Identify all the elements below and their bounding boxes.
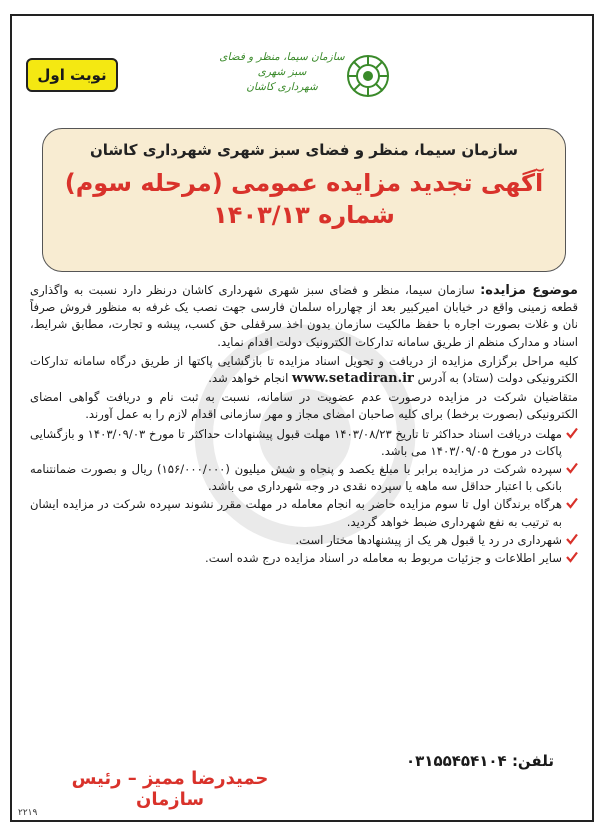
clause-text: شهرداری در رد یا قبول هر یک از پیشنهادها مختار است.	[295, 532, 562, 547]
clause-text: هرگاه برندگان اول تا سوم مزایده حاضر به انجام معامله در مهلت مقرر نشوند سپرده شرکت در مزایده ایشان به ترتیب به نفع شهرداری ضبط خواهد گردید.	[30, 497, 562, 529]
list-item	[30, 461, 578, 495]
red-checkmark-icon	[566, 533, 578, 545]
subject-paragraph	[30, 282, 578, 351]
clause-text: سپرده شرکت در مزایده برابر با مبلغ یکصد و پنجاه و شش میلیون (۱۵۶/۰۰۰/۰۰۰) ریال و بصورت ضمانتنامه بانکی با اعتبار حداقل سه ماهه یا سپرده نقدی در وجه شهرداری می باشد.	[30, 462, 562, 494]
logo-caption-line: شهرداری کاشان	[246, 81, 318, 93]
logo-caption-line: سازمان سیما، منظر و فضای سبز شهری	[219, 51, 345, 78]
phone-line	[290, 752, 554, 770]
signature: حمیدرضا ممیز – رئیس سازمان	[71, 768, 269, 810]
organization-name: سازمان سیما، منظر و فضای سبز شهری شهرداری کاشان	[89, 141, 519, 159]
red-checkmark-icon	[566, 497, 578, 509]
notice-body	[30, 282, 578, 568]
clause-text: مهلت دریافت اسناد حداکثر تا تاریخ ۱۴۰۳/۰۸/۲۳ مهلت قبول پیشنهادات حداکثر تا مورخ ۱۴۰۳/۰۹/۰۳ و بازگشایی پاکات در مورخ ۱۴۰۳/۰۹/۰۵ می باشد.	[30, 426, 562, 458]
setadiran-link[interactable]: www.setadiran.ir	[292, 371, 414, 387]
red-checkmark-icon	[566, 551, 578, 563]
list-item	[30, 496, 578, 530]
red-checkmark-icon	[566, 462, 578, 474]
list-item	[30, 550, 578, 567]
procedure-text: کلیه مراحل برگزاری مزایده از دریافت و تحویل اسناد مزایده تا بازگشایی پاکتها از طریق درگاه سامانه تدارکات الکترونیکی دولت (ستاد) به آدرس	[30, 353, 578, 386]
phone-label: تلفن:	[511, 752, 554, 770]
clauses-list	[30, 426, 578, 568]
subject-label: موضوع مزایده:	[480, 283, 578, 298]
list-item	[30, 532, 578, 549]
phone-number: ۰۳۱۵۵۴۵۴۱۰۴	[405, 752, 507, 770]
list-item	[30, 426, 578, 460]
procedure-paragraph	[30, 353, 578, 387]
subject-text: سازمان سیما، منظر و فضای سبز شهری شهرداری کاشان درنظر دارد نسبت به واگذاری قطعه زمینی واقع در خیابان امیرکبیر بعد از چهارراه سلمان فارسی جهت نصب یک غرفه به منظور فروش صرفاً نان و غلات بصورت اجاره با حفظ مالکیت سازمان بدون اخذ سرقفلی حق کسب، پیشه و تجارت، مطابق شرایط، اسناد و مدارک منظم از طریق سامانه تدارکات الکترونیک دولت اقدام نماید.	[30, 283, 578, 349]
registration-paragraph: متقاضیان شرکت در مزایده درصورت عدم عضویت در سامانه، نسبت به ثبت نام و دریافت گواهی امضای الکترونیکی (بصورت برخط) برای کلیه صاحبان امضای مجاز و مهر سازمانی اقدام لازم را به عمل آورند.	[30, 390, 578, 422]
reference-code: ۲۲۱۹	[18, 808, 38, 818]
header-box	[42, 128, 566, 272]
first-publication-badge: نوبت اول	[26, 58, 118, 92]
clause-text: سایر اطلاعات و جزئیات مربوط به معامله در اسناد مزایده درج شده است.	[205, 551, 562, 566]
logo-caption	[218, 50, 346, 95]
notice-headline: آگهی تجدید مزایده عمومی (مرحله سوم)	[64, 169, 544, 197]
notice-number: شماره ۱۴۰۳/۱۳	[213, 201, 395, 229]
red-checkmark-icon	[566, 427, 578, 439]
procedure-text-end: انجام خواهد شد.	[208, 371, 289, 386]
